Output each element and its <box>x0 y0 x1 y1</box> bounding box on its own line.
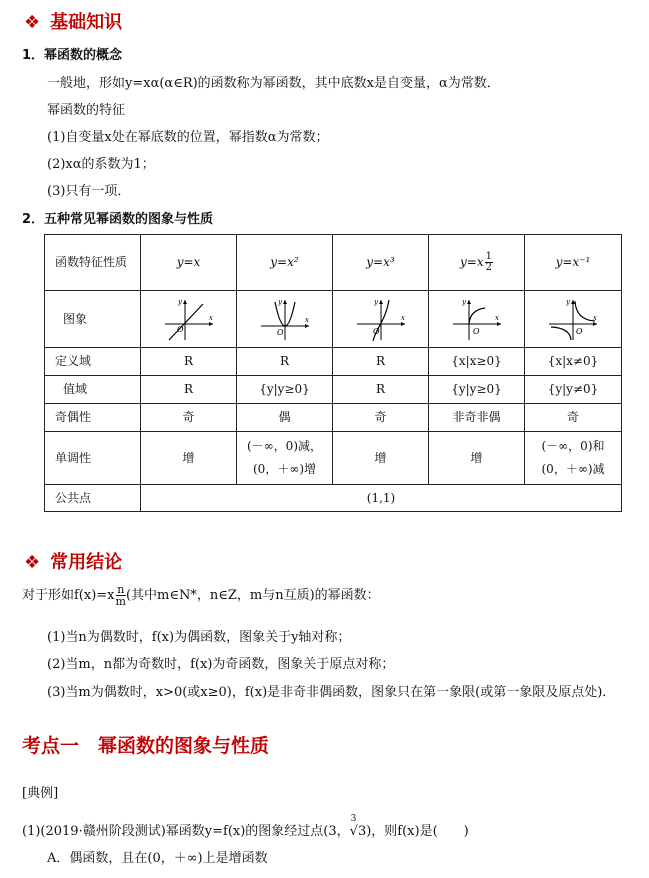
row-label: 定义域 <box>45 348 141 376</box>
cell: R <box>333 348 429 376</box>
feature-3: (3)只有一项． <box>47 184 131 199</box>
cell: {x|x≥0} <box>429 348 525 376</box>
graph-y-sqrt <box>429 291 525 348</box>
func-y-x-half: y=x $\frac{1}{2}$ <box>429 235 525 291</box>
item1-heading: 1．幂函数的概念 <box>22 48 123 63</box>
definition-line: 一般地，形如y=xα(α∈R)的函数称为幂函数，其中底数x是自变量，α为常数． <box>47 76 500 91</box>
diamond-icon: ❖ <box>24 12 41 33</box>
cell: 增 <box>333 432 429 485</box>
cell: R <box>333 376 429 404</box>
conclusion-intro: 对于形如f(x)=x $\frac{n}{m}$ (其中m∈N*，n∈Z，m与n互质)的幂函数： <box>22 583 380 608</box>
cell: R <box>141 348 237 376</box>
svg-text:O: O <box>576 327 583 336</box>
graph-hyperbola-icon <box>545 296 601 342</box>
topic-title: 考点一 幂函数的图象与性质 <box>22 735 270 757</box>
graph-y-x3 <box>333 291 429 348</box>
power-function-table <box>44 234 622 512</box>
row-parity <box>45 404 622 432</box>
diamond-icon: ❖ <box>24 552 41 573</box>
cell: (－∞，0)减， (0，＋∞)增 <box>237 432 333 485</box>
graph-y-x2 <box>237 291 333 348</box>
conclusion-2: (2)当m，n都为奇数时，f(x)为奇函数，图象关于原点对称； <box>47 657 395 672</box>
svg-text:y: y <box>277 298 282 306</box>
row-range <box>45 376 622 404</box>
row-common-point <box>45 485 622 512</box>
question-1: (1)(2019·赣州阶段测试)幂函数y=f(x)的图象经过点(3， 3 √3)，则f(x)是( ) <box>22 814 469 839</box>
feature-2: (2)xα的系数为1； <box>47 157 155 172</box>
conclusion-3: (3)当m为偶数时，x>0(或x≥0)，f(x)是非奇非偶函数，图象只在第一象限(或第一象限及原点处)． <box>47 685 616 700</box>
row-graph <box>45 291 622 348</box>
svg-text:y: y <box>566 298 570 306</box>
cell: {y|y≠0} <box>525 376 622 404</box>
svg-text:O: O <box>276 328 284 337</box>
graph-parabola-icon <box>257 296 313 342</box>
conclusion-1: (1)当n为偶数时，f(x)为偶函数，图象关于y轴对称； <box>47 630 351 645</box>
row-monotonic <box>45 432 622 485</box>
option-a: A．偶函数，且在(0，＋∞)上是增函数 <box>47 851 268 866</box>
header-label: 函数特征性质 <box>45 235 141 291</box>
cell: R <box>237 348 333 376</box>
cell: 增 <box>141 432 237 485</box>
cell: {y|y≥0} <box>429 376 525 404</box>
feature-1: (1)自变量x处在幂底数的位置，幂指数α为常数； <box>47 130 329 145</box>
feature-heading: 幂函数的特征 <box>47 103 126 118</box>
cell: 奇 <box>333 404 429 432</box>
cell: 增 <box>429 432 525 485</box>
graph-sqrt-icon <box>449 296 505 342</box>
exponent-fraction: $\frac{n}{m}$ <box>115 583 126 608</box>
func-y-x2: y=x² <box>237 235 333 291</box>
svg-text:y: y <box>373 298 378 306</box>
func-y-x3: y=x³ <box>333 235 429 291</box>
row-domain <box>45 348 622 376</box>
svg-text:y: y <box>177 298 182 306</box>
cell: 奇 <box>141 404 237 432</box>
graph-cubic-icon <box>353 296 409 342</box>
cell: {x|x≠0} <box>525 348 622 376</box>
svg-text:y: y <box>461 298 466 306</box>
cell: (1,1) <box>141 485 622 512</box>
example-label: [典例] <box>22 786 59 801</box>
cell: 非奇非偶 <box>429 404 525 432</box>
svg-text:O: O <box>472 327 480 336</box>
graph-y-x <box>141 291 237 348</box>
svg-text:x: x <box>400 314 405 322</box>
exponent-half: $\frac{1}{2}$ <box>485 251 492 273</box>
row-label: 奇偶性 <box>45 404 141 432</box>
cell: R <box>141 376 237 404</box>
cell: 奇 <box>525 404 622 432</box>
func-y-x-inv: y=x⁻¹ <box>525 235 622 291</box>
row-label: 公共点 <box>45 485 141 512</box>
svg-text:x: x <box>494 314 499 322</box>
svg-text:O: O <box>372 327 380 336</box>
func-y-x: y=x <box>141 235 237 291</box>
row-label: 图象 <box>45 291 141 348</box>
svg-text:x: x <box>593 314 597 322</box>
cell: {y|y≥0} <box>237 376 333 404</box>
cell: 偶 <box>237 404 333 432</box>
cell: (－∞，0)和 (0，＋∞)减 <box>525 432 622 485</box>
item2-heading: 2．五种常见幂函数的图象与性质 <box>22 212 214 227</box>
table-header-row <box>45 235 622 291</box>
svg-text:x: x <box>304 316 309 324</box>
svg-text:O: O <box>176 325 184 334</box>
graph-y-inv <box>525 291 622 348</box>
row-label: 单调性 <box>45 432 141 485</box>
svg-text:x: x <box>208 314 213 322</box>
row-label: 值域 <box>45 376 141 404</box>
graph-linear-icon <box>161 296 217 342</box>
section-title-conclusions: ❖ 常用结论 <box>24 552 123 573</box>
section-title-basics: ❖ 基础知识 <box>24 12 123 33</box>
